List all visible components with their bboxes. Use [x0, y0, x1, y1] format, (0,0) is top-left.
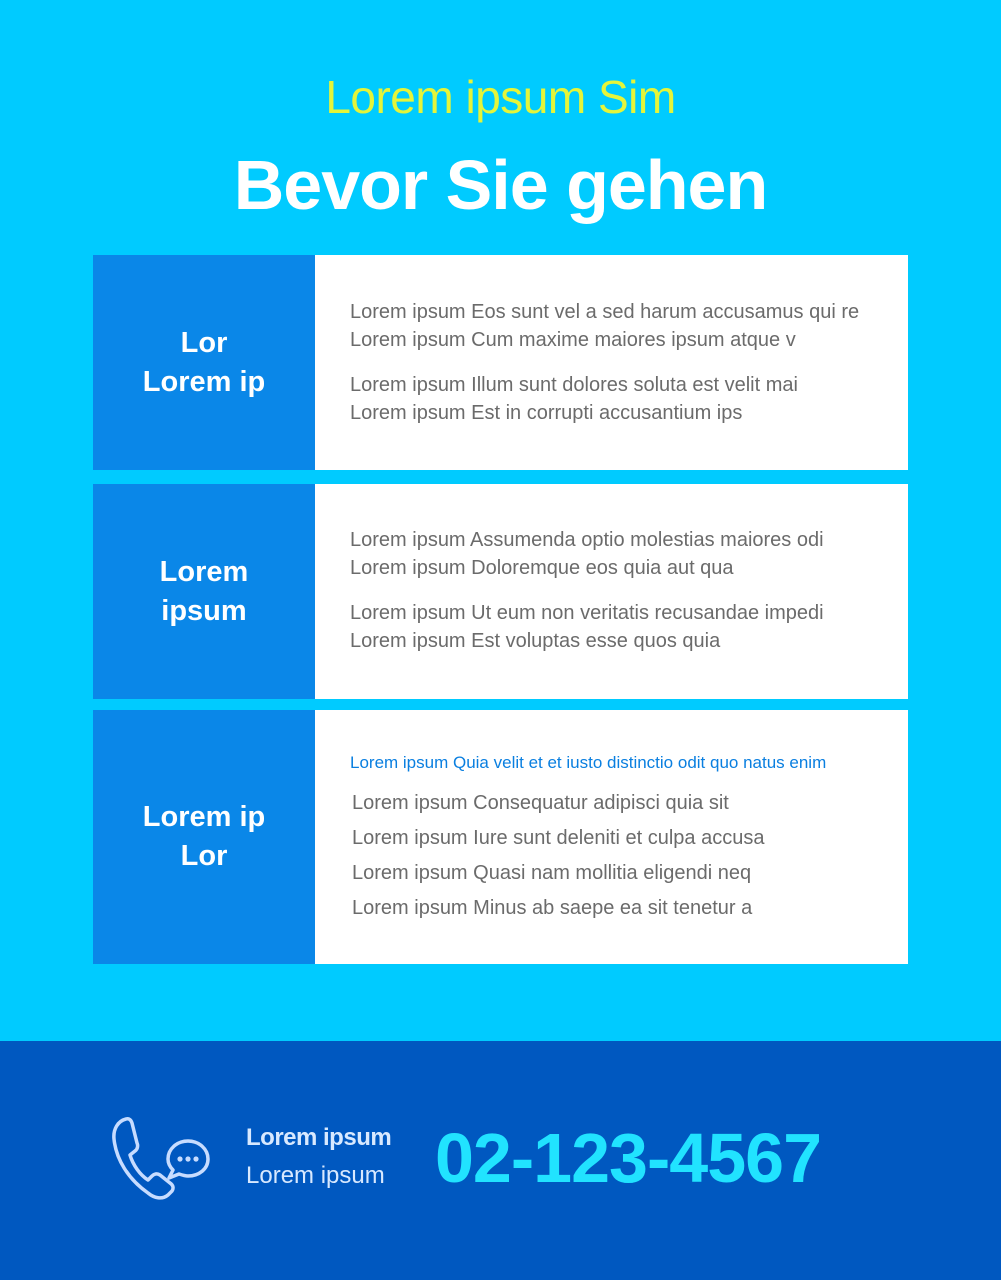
- text-line: Lorem ipsum Eos sunt vel a sed harum accusamus qui re: [350, 301, 860, 323]
- row-content: [350, 298, 888, 427]
- info-row-2: [93, 484, 908, 699]
- info-row-3: [93, 710, 908, 964]
- phone-chat-icon: [108, 1113, 213, 1205]
- row-label: [93, 710, 315, 964]
- list-item: Lorem ipsum Iure sunt deleniti et culpa accusa: [352, 827, 765, 849]
- row-label: [93, 484, 315, 699]
- text-line: Lorem ipsum Illum sunt dolores soluta est velit mai: [350, 374, 798, 396]
- subtitle: Lorem ipsum Sim: [325, 71, 676, 123]
- list-item: Lorem ipsum Quasi nam mollitia eligendi neq: [352, 862, 752, 884]
- list-item: Lorem ipsum Minus ab saepe ea sit tenetur a: [352, 897, 753, 919]
- row-label-line: Lor: [180, 326, 228, 359]
- row-label-line: Lorem ip: [142, 365, 266, 398]
- text-line: Lorem ipsum Doloremque eos quia aut qua: [350, 557, 734, 579]
- highlight-line: Lorem ipsum Quia velit et et iusto distinctio odit quo natus enim: [350, 753, 827, 772]
- list-item: Lorem ipsum Consequatur adipisci quia sit: [352, 792, 729, 814]
- text-line: Lorem ipsum Cum maxime maiores ipsum atque v: [350, 329, 796, 351]
- page-title: Bevor Sie gehen: [233, 146, 768, 224]
- row-label: [93, 255, 315, 470]
- text-line: Lorem ipsum Ut eum non veritatis recusandae impedi: [350, 602, 824, 624]
- contact-label: Lorem ipsum: [246, 1162, 385, 1189]
- row-content: [350, 526, 888, 655]
- row-label-line: Lorem ip: [142, 801, 266, 833]
- phone-number[interactable]: 02-123-4567: [435, 1119, 821, 1197]
- row-label-line: ipsum: [161, 594, 247, 627]
- row-label-line: Lorem: [159, 555, 249, 588]
- row-content: [350, 752, 888, 926]
- text-line: Lorem ipsum Est voluptas esse quos quia: [350, 630, 721, 652]
- text-line: Lorem ipsum Assumenda optio molestias maiores odi: [350, 529, 824, 551]
- text-line: Lorem ipsum Est in corrupti accusantium ips: [350, 402, 743, 424]
- contact-label-bold: Lorem ipsum: [246, 1124, 392, 1151]
- info-row-1: [93, 255, 908, 470]
- row-label-line: Lor: [180, 840, 228, 872]
